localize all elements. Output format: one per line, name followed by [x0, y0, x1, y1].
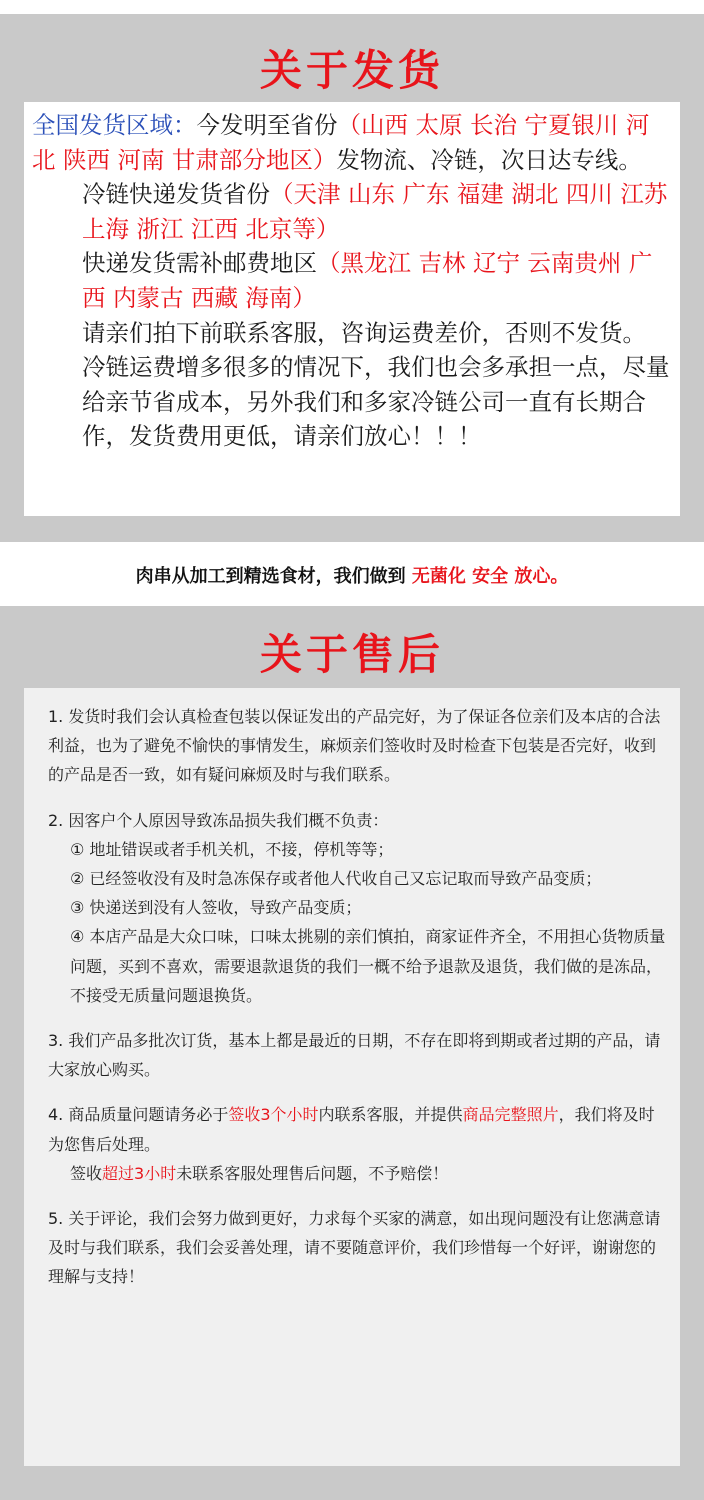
aftersale-item-2-sub-4: ④ 本店产品是大众口味，口味太挑剔的亲们慎拍，商家证件齐全，不用担心货物质量问题，买到不喜欢，需要退款退货的我们一概不给予退款及退货，我们做的是冻品，不接受无质量问题退换货。 [70, 927, 666, 1005]
slogan-highlight: 无菌化 安全 放心。 [411, 566, 569, 587]
item4-highlight-1: 签收3个小时 [228, 1105, 319, 1125]
aftersale-panel [24, 688, 680, 1466]
item4-text-e: 未联系客服处理售后问题，不予赔偿！ [176, 1163, 449, 1183]
nationwide-text-2: 发物流、冷链，次日达专线。 [336, 145, 642, 174]
item4-text-b: 内联系客服，并提供 [318, 1105, 463, 1125]
item4-text-c: ，我们将及时为您售后处理。 [48, 1105, 655, 1154]
item4-text-d: 签收 [70, 1163, 103, 1183]
aftersale-item-2 [48, 806, 666, 1010]
shipping-panel [24, 102, 680, 516]
extra-fee-text: 快递发货需补邮费地区 [82, 249, 317, 278]
aftersale-title: 关于售后 [259, 630, 444, 679]
aftersale-item-3: 3. 我们产品多批次订货，基本上都是最近的日期，不存在即将到期或者过期的产品，请大家放心购买。 [48, 1031, 661, 1080]
extra-fee-regions: （黑龙江 吉林 辽宁 云南贵州 广西 内蒙古 西藏 海南） [82, 249, 653, 312]
shipping-section [0, 14, 704, 542]
aftersale-section [0, 606, 704, 1500]
nationwide-text-1: 今发明至省份 [196, 111, 338, 139]
aftersale-item-2-sub-2: ② 已经签收没有及时急冻保存或者他人代收自己又忘记取而导致产品变质； [70, 869, 602, 889]
aftersale-item-2-intro: 2. 因客户个人原因导致冻品损失我们概不负责： [48, 810, 389, 830]
shipping-title: 关于发货 [259, 46, 444, 95]
aftersale-item-4 [48, 1100, 666, 1188]
aftersale-item-1: 1. 发货时我们会认真检查包装以保证发出的产品完好，为了保证各位亲们及本店的合法利益，也为了避免不愉快的事情发生，麻烦亲们签收时及时检查下包装是否完好，收到的产品是否一致，如有疑问麻烦及时与我们联系。 [48, 707, 661, 785]
item4-text-a: 4. 商品质量问题请务必于 [48, 1105, 229, 1125]
aftersale-item-5: 5. 关于评论，我们会努力做到更好，力求每个买家的满意，如出现问题没有让您满意请及时与我们联系，我们会妥善处理，请不要随意评价，我们珍惜每一个好评，谢谢您的理解与支持！ [48, 1209, 661, 1287]
aftersale-item-4-line [48, 1100, 666, 1158]
aftersale-item-2-sub-3: ③ 快递送到没有人签收，导致产品变质； [70, 898, 362, 918]
extra-fee-paragraph [32, 246, 672, 315]
nationwide-label: 全国发货区域： [32, 111, 197, 139]
cost-notice: 冷链运费增多很多的情况下，我们也会多承担一点，尽量给亲节省成本，另外我们和多家冷链公司一直有长期合作，发货费用更低，请亲们放心！！！ [82, 353, 670, 451]
contact-notice: 请亲们拍下前联系客服，咨询运费差价，否则不发货。 [82, 318, 646, 347]
coldchain-paragraph [32, 177, 672, 246]
coldchain-text: 冷链快递发货省份 [82, 180, 270, 209]
item4-highlight-3: 超过3小时 [102, 1163, 177, 1183]
aftersale-item-2-sub-1: ① 地址错误或者手机关机，不接，停机等等； [70, 839, 394, 859]
nationwide-regions: （山西 太原 长治 宁夏银川 河北 陕西 河南 甘肃部分地区） [32, 111, 650, 174]
aftersale-item-4-warning [48, 1159, 666, 1188]
coldchain-regions: （天津 山东 广东 福建 湖北 四川 江苏 上海 浙江 江西 北京等） [82, 180, 668, 243]
item4-highlight-2: 商品完整照片 [462, 1105, 559, 1125]
slogan-text: 肉串从加工到精选食材，我们做到 [135, 566, 406, 587]
slogan [0, 562, 704, 588]
nationwide-paragraph [32, 108, 672, 177]
